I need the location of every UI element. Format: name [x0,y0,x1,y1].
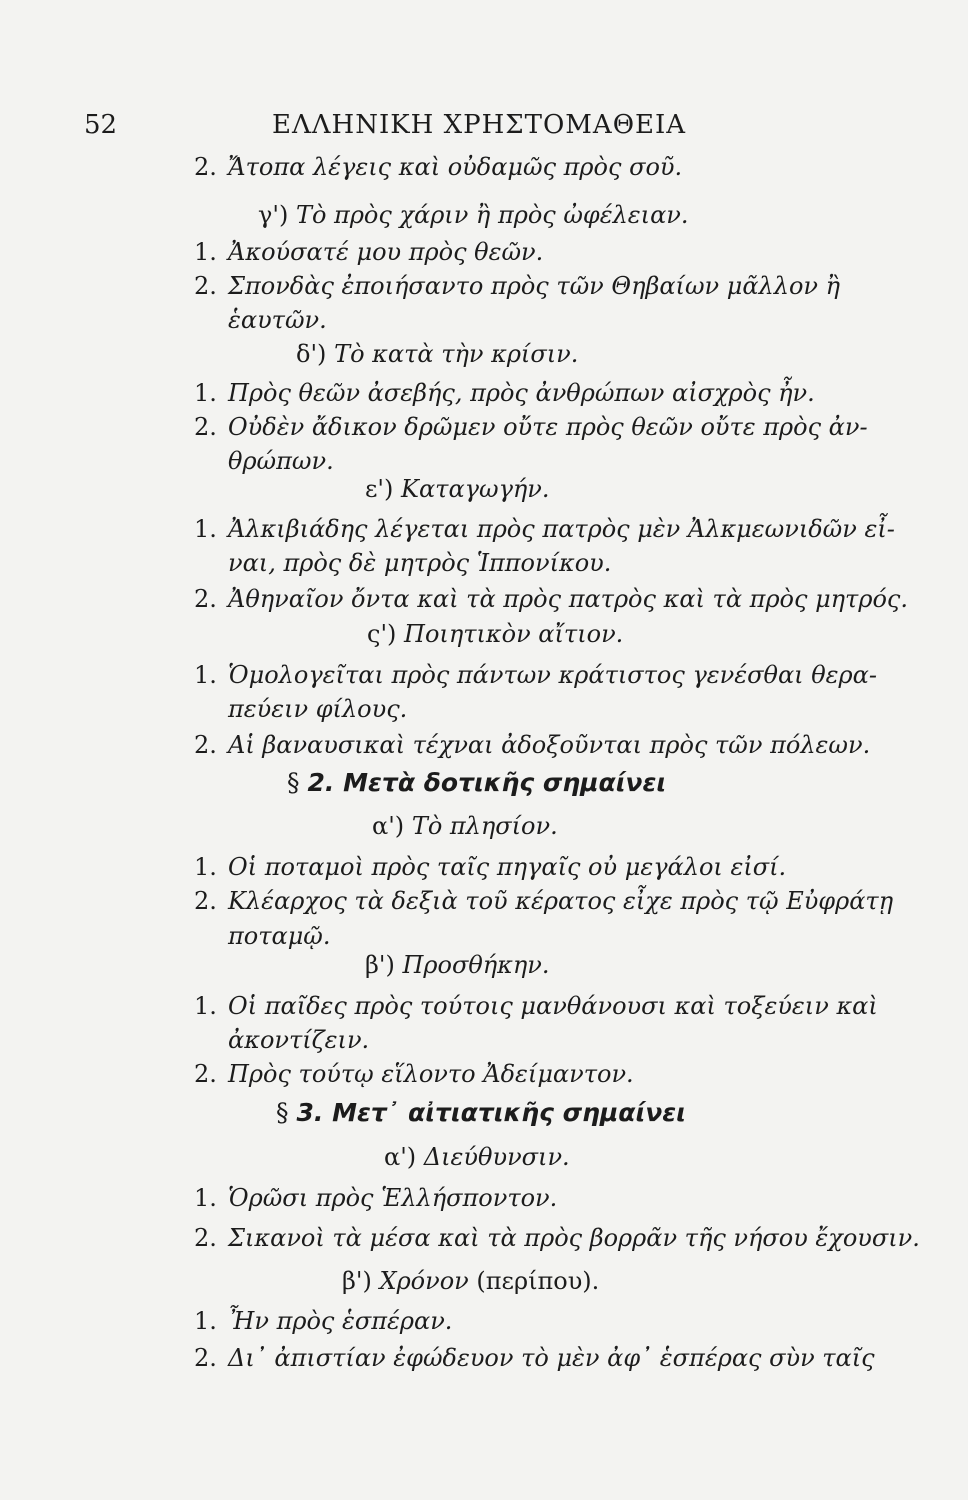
running-title: ΕΛΛΗΝΙΚΗ ΧΡΗΣΤΟΜΑΘΕΙΑ [272,110,687,140]
subsection-heading: α') Διεύθυνσιν. [384,1143,570,1171]
page-number: 52 [84,110,118,140]
subsection-heading: β') Χρόνον (περίπου). [342,1267,600,1295]
subsection-heading: β') Προσθήκην. [365,951,550,979]
section-heading: § 2. Μετὰ δοτικῆς σημαίνει [287,768,667,797]
section-heading: § 3. Μετ᾽ αἰτιατικῆς σημαίνει [276,1098,686,1127]
example-line: 2. Σικανοὶ τὰ μέσα καὶ τὰ πρὸς βορρᾶν τῆς νήσου ἔχουσιν. [194,1224,920,1252]
example-line: 1. Οἱ παῖδες πρὸς τούτοις μανθάνουσι καὶ τοξεύειν καὶ [194,992,878,1020]
example-line: 2. Ἄτοπα λέγεις καὶ οὐδαμῶς πρὸς σοῦ. [194,153,683,181]
subsection-heading: γ') Τὸ πρὸς χάριν ἢ πρὸς ὠφέλειαν. [258,201,689,229]
example-line: 1. Ἀλκιβιάδης λέγεται πρὸς πατρὸς μὲν Ἀλκμεωνιδῶν εἶ- [194,515,895,543]
example-line: 2. Οὐδὲν ἄδικον δρῶμεν οὔτε πρὸς θεῶν οὔτε πρὸς ἀν- [194,413,868,441]
example-line: 2. Πρὸς τούτῳ εἵλοντο Ἀδείμαντον. [194,1060,634,1088]
subsection-heading: α') Τὸ πλησίον. [372,812,558,840]
example-line: 1. Ὁμολογεῖται πρὸς πάντων κράτιστος γενέσθαι θερα- [194,661,877,689]
example-line: 2. Αἱ βαναυσικαὶ τέχναι ἀδοξοῦνται πρὸς τῶν πόλεων. [194,731,871,759]
continuation-line: ποταμῷ. [228,922,331,950]
example-line: 2. Κλέαρχος τὰ δεξιὰ τοῦ κέρατος εἶχε πρὸς τῷ Εὐφράτῃ [194,887,894,915]
example-line: 1. Ἀκούσατέ μου πρὸς θεῶν. [194,238,544,266]
continuation-line: θρώπων. [228,447,334,475]
subsection-heading: ε') Καταγωγήν. [365,475,550,503]
continuation-line: πεύειν φίλους. [228,695,408,723]
example-line: 1. Ἦν πρὸς ἑσπέραν. [194,1307,453,1335]
example-line: 1. Πρὸς θεῶν ἀσεβής, πρὸς ἀνθρώπων αἰσχρὸς ἦν. [194,379,815,407]
subsection-heading: δ') Τὸ κατὰ τὴν κρίσιν. [296,340,579,368]
subsection-heading: ς') Ποιητικὸν αἴτιον. [367,620,624,648]
example-line: 1. Οἱ ποταμοὶ πρὸς ταῖς πηγαῖς οὐ μεγάλοι εἰσί. [194,853,787,881]
example-line: 1. Ὁρῶσι πρὸς Ἑλλήσποντον. [194,1184,558,1212]
continuation-line: ναι, πρὸς δὲ μητρὸς Ἱππονίκου. [228,549,612,577]
continuation-line: ἀκοντίζειν. [228,1026,370,1054]
continuation-line: ἑαυτῶν. [228,306,327,334]
example-line: 2. Ἀθηναῖον ὄντα καὶ τὰ πρὸς πατρὸς καὶ τὰ πρὸς μητρός. [194,585,908,613]
example-line: 2. Σπονδὰς ἐποιήσαντο πρὸς τῶν Θηβαίων μᾶλλον ἢ [194,272,841,300]
example-line: 2. Δι᾽ ἀπιστίαν ἐφώδευον τὸ μὲν ἀφ᾽ ἑσπέρας σὺν ταῖς [194,1344,875,1372]
